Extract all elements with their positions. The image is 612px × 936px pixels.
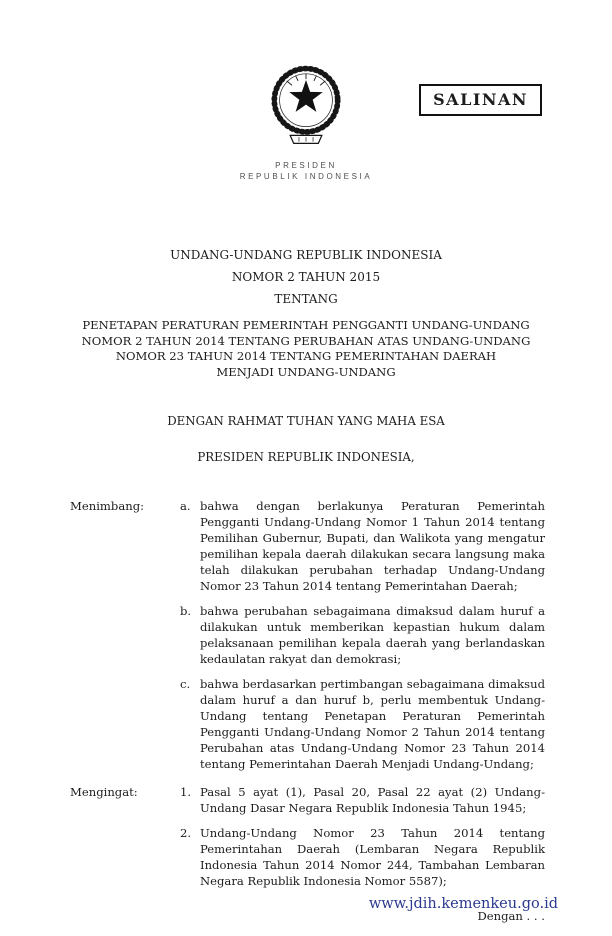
subject-line-1: PENETAPAN PERATURAN PEMERINTAH PENGGANTI UNDANG-UNDANG [82, 318, 530, 332]
document-title-block [0, 244, 612, 380]
subject-line-4: MENJADI UNDANG-UNDANG [216, 364, 396, 379]
authority-line: PRESIDEN REPUBLIK INDONESIA, [197, 450, 415, 464]
institution-name [240, 160, 373, 182]
institution-line-2: REPUBLIK INDONESIA [239, 172, 373, 181]
document-body [70, 498, 545, 889]
subject-line-3: NOMOR 23 TAHUN 2014 TENTANG PEMERINTAHAN DAERAH [115, 349, 497, 363]
item-marker: 2. [180, 826, 192, 840]
item-text: Pasal 5 ayat (1), Pasal 20, Pasal 22 ayat (2) Undang-Undang Dasar Negara Republik Indonesia Tahun 1945; [200, 785, 545, 815]
jdih-website-link[interactable]: www.jdih.kemenkeu.go.id [368, 896, 558, 912]
item-marker: b. [180, 604, 192, 618]
presidential-star-wreath-emblem-icon [262, 58, 350, 153]
item-marker: a. [180, 499, 191, 513]
item-text: bahwa dengan berlakunya Peraturan Pemerintah Pengganti Undang-Undang Nomor 1 Tahun 2014 tentang Pemilihan Gubernur, Bupati, dan Walikota yang mengatur pemilihan kepala daerah dilakukan secara langsung maka telah dilakukan perubahan terhadap Undang-Undang Nomor 23 Tahun 2014 tentang Pemerintahan Daerah; [200, 499, 545, 593]
list-item [180, 603, 545, 667]
salinan-stamp [419, 84, 542, 116]
continuation-catchword: Dengan . . . [477, 909, 545, 923]
considerations-section [70, 498, 545, 772]
list-item [180, 784, 545, 816]
list-item [180, 676, 545, 772]
legal-basis-label: Mengingat: [70, 785, 138, 799]
document-subject [0, 318, 612, 380]
item-marker: 1. [180, 785, 192, 799]
invocation-line: DENGAN RAHMAT TUHAN YANG MAHA ESA [167, 414, 445, 428]
institution-line-1: PRESIDEN [275, 161, 337, 170]
subject-line-2: NOMOR 2 TAHUN 2014 TENTANG PERUBAHAN ATAS UNDANG-UNDANG [81, 333, 531, 348]
considerations-label: Menimbang: [70, 499, 145, 513]
title-line-1: UNDANG-UNDANG REPUBLIK INDONESIA [170, 248, 442, 262]
item-text: bahwa perubahan sebagaimana dimaksud dalam huruf a dilakukan untuk memberikan kepastian hukum dalam pelaksanaan pemilihan kepala daerah yang berlandaskan kedaulatan rakyat dan demokrasi; [200, 604, 545, 666]
item-text: bahwa berdasarkan pertimbangan sebagaimana dimaksud dalam huruf a dan huruf b, perlu membentuk Undang-Undang tentang Penetapan Peraturan Pemerintah Pengganti Undang-Undang Nomor 2 Tahun 2014 tentang Perubahan atas Undang-Undang Nomor 23 Tahun 2014 tentang Pemerintahan Daerah Menjadi Undang-Undang; [200, 677, 545, 771]
item-marker: c. [180, 677, 191, 691]
list-item [180, 825, 545, 889]
item-text: Undang-Undang Nomor 23 Tahun 2014 tentang Pemerintahan Daerah (Lembaran Negara Republik Indonesia Tahun 2014 Nomor 244, Tambahan Lembaran Negara Republik Indonesia Nomor 5587); [200, 826, 545, 888]
considerations-items [180, 498, 545, 772]
title-line-3: TENTANG [274, 292, 338, 306]
list-item [180, 498, 545, 594]
salinan-label: SALINAN [433, 90, 528, 109]
title-line-2: NOMOR 2 TAHUN 2015 [231, 270, 381, 284]
legal-basis-section [70, 784, 545, 889]
legal-basis-items [180, 784, 545, 889]
